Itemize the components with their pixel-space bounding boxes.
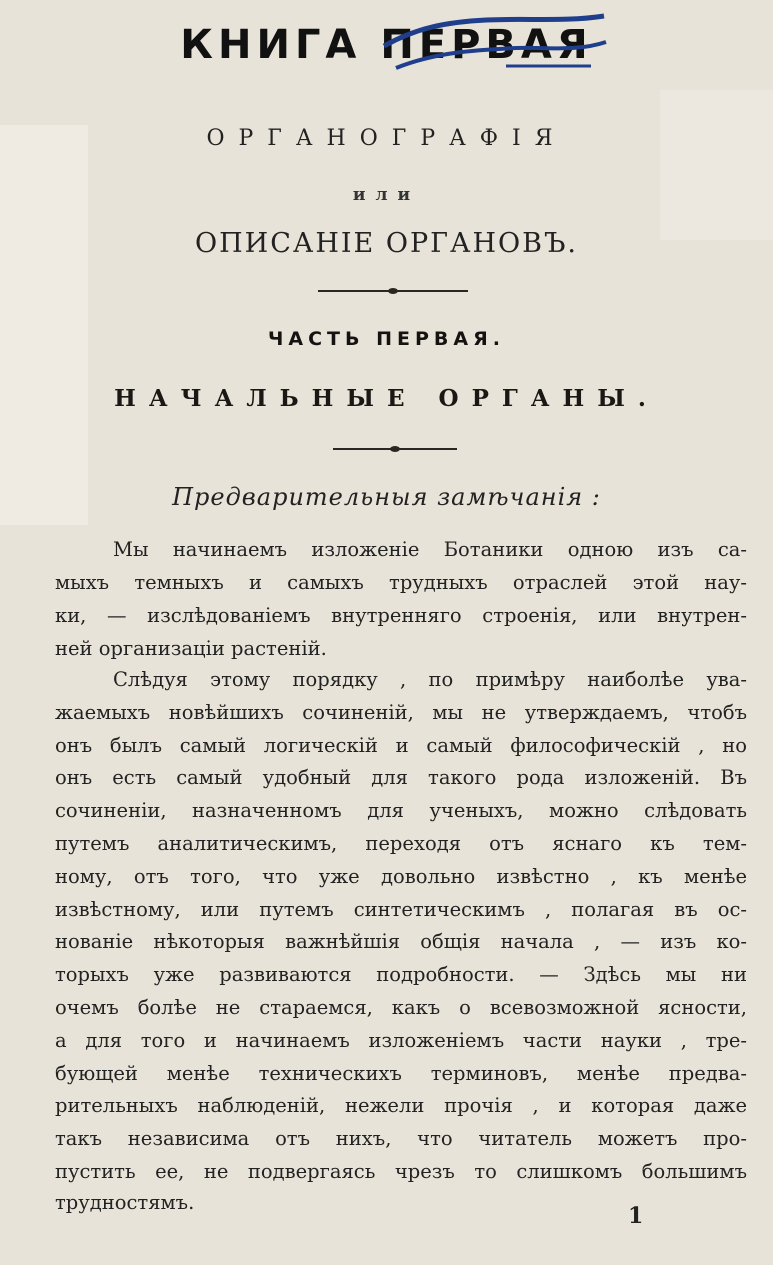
text-line: Мы начинаемъ изложеніе Ботаники одною изъ са- <box>113 538 747 561</box>
text-line: а для того и начинаемъ изложеніемъ части науки , тре- <box>55 1029 747 1052</box>
text-line: очемъ болѣе не стараемся, какъ о всевозможной ясности, <box>55 996 747 1019</box>
heading-or: или <box>352 185 421 205</box>
text-line: сочиненіи, назначенномъ для ученыхъ, можно слѣдовать <box>55 799 747 822</box>
text-line: нованіе нѣкоторыя важнѣйшія общія начала , — изъ ко- <box>55 930 747 953</box>
text-line: путемъ аналитическимъ, переходя отъ яснаго къ тем- <box>55 832 747 855</box>
text-line: Слѣдуя этому порядку , по примѣру наиболѣе ува- <box>113 668 747 691</box>
book-title: КНИГА ПЕРВАЯ <box>180 22 593 68</box>
ink-scribble <box>376 8 616 78</box>
page-number: 1 <box>628 1203 644 1229</box>
text-line: ному, отъ того, что уже довольно извѣстно , къ менѣе <box>55 865 747 888</box>
text-line: пустить ее, не подвергаясь чрезъ то слишкомъ большимъ <box>55 1160 747 1183</box>
part-heading: ЧАСТЬ ПЕРВАЯ. <box>268 328 505 350</box>
text-line: торыхъ уже развиваются подробности. — Здѣсь мы ни <box>55 963 747 986</box>
text-line: такъ независима отъ нихъ, что читатель можетъ про- <box>55 1127 747 1150</box>
text-line: мыхъ темныхъ и самыхъ трудныхъ отраслей этой нау- <box>55 571 747 594</box>
heading-organography: ОРГАНОГРАФІЯ <box>206 126 567 151</box>
text-line: ки, — изслѣдованіемъ внутренняго строенія, или внутрен- <box>55 604 747 627</box>
text-line: жаемыхъ новѣйшихъ сочиненій, мы не утверждаемъ, чтобъ <box>55 701 747 724</box>
text-line: онъ есть самый удобный для такого рода изложеній. Въ <box>55 766 747 789</box>
text-line: ней организаціи растеній. <box>55 637 327 660</box>
section-title: Предварительныя замѣчанія : <box>172 483 601 511</box>
divider-ornament-bottom <box>390 446 400 452</box>
heading-organ-description: ОПИСАНІЕ ОРГАНОВЪ. <box>194 228 579 259</box>
paper-patch-right <box>660 90 773 240</box>
part-subheading: НАЧАЛЬНЫЕ ОРГАНЫ. <box>114 385 659 412</box>
text-line: бующей менѣе техническихъ терминовъ, менѣе предва- <box>55 1062 747 1085</box>
text-line: рительныхъ наблюденій, нежели прочія , и которая даже <box>55 1094 747 1117</box>
text-line: онъ былъ самый логическій и самый философическій , но <box>55 734 747 757</box>
text-line: трудностямъ. <box>55 1191 195 1214</box>
text-line: извѣстному, или путемъ синтетическимъ , полагая въ ос- <box>55 898 747 921</box>
divider-ornament-top <box>388 288 398 294</box>
